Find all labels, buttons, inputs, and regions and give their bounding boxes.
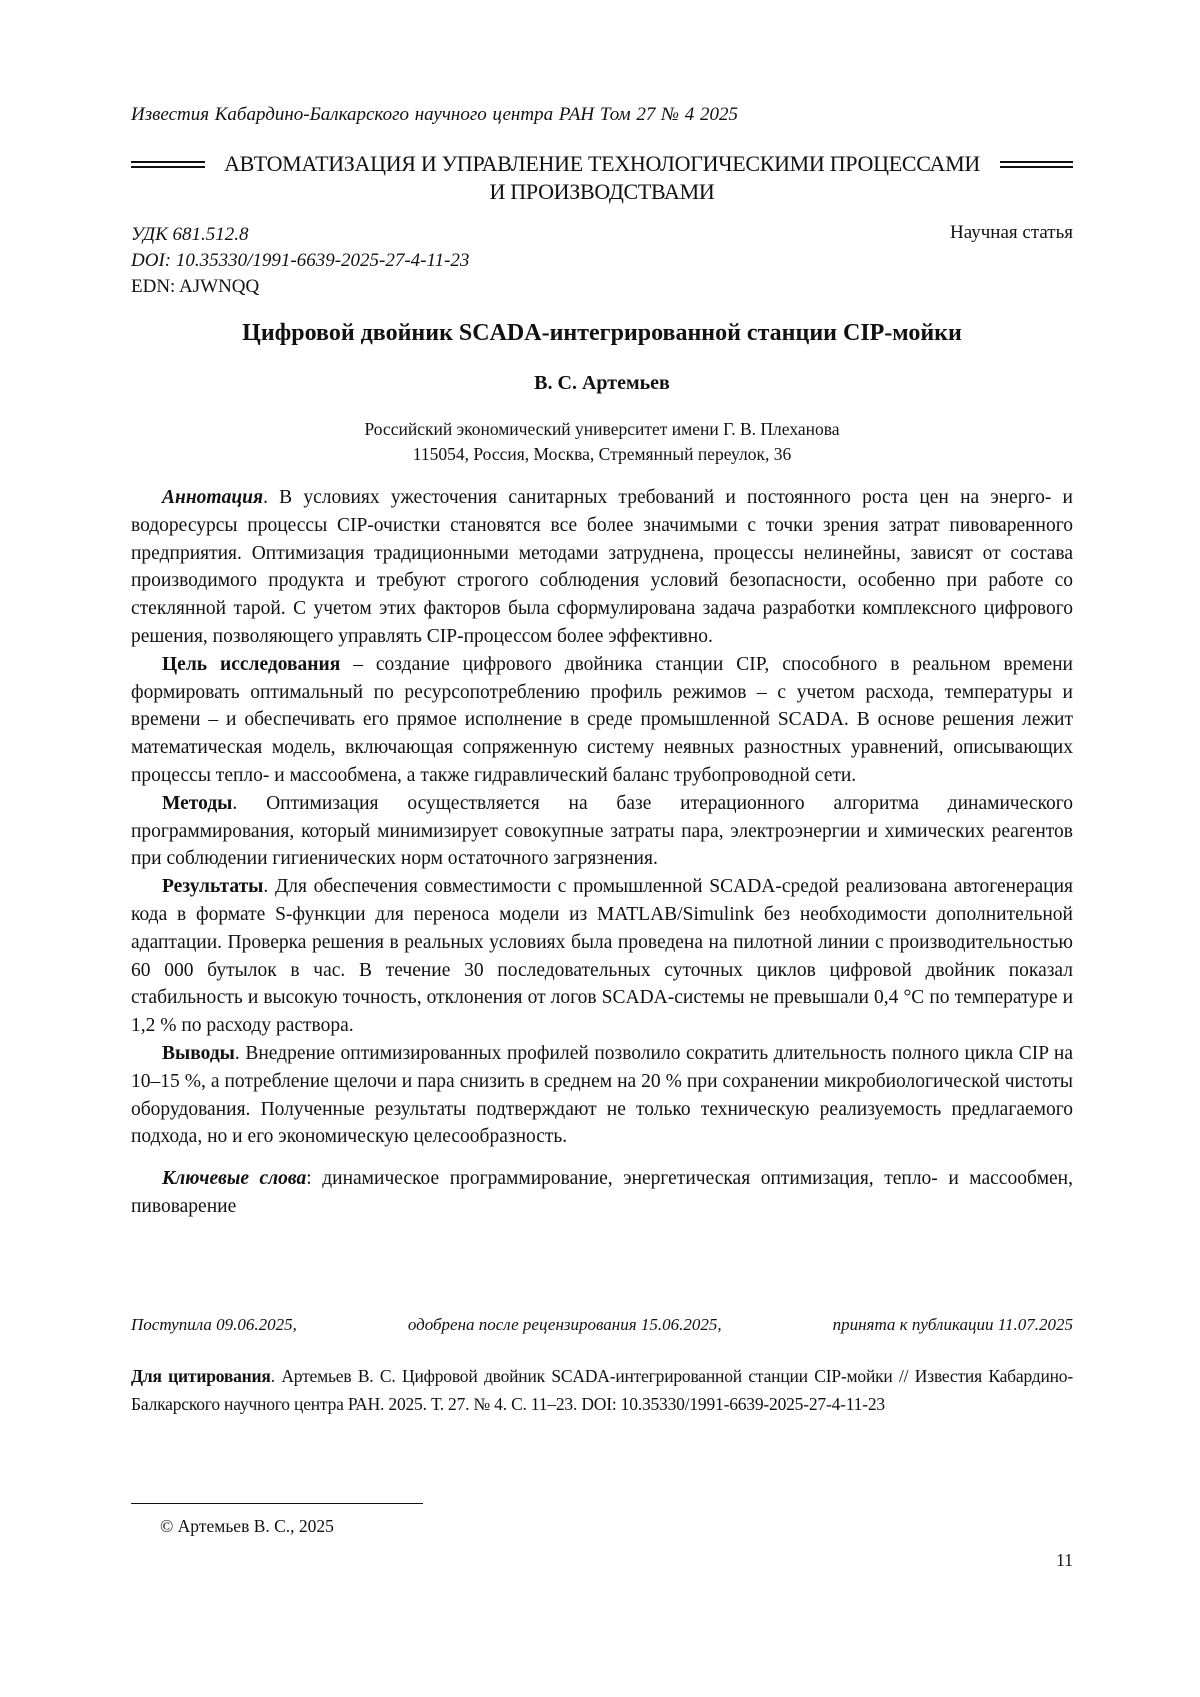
- citation-label: Для цитирования: [131, 1366, 271, 1386]
- article-author: В. С. Артемьев: [534, 372, 670, 394]
- section-heading-line1: АВТОМАТИЗАЦИЯ И УПРАВЛЕНИЕ ТЕХНОЛОГИЧЕСКИМИ ПРОЦЕССАМИ: [224, 151, 980, 176]
- edn: EDN: AJWNQQ: [131, 276, 260, 297]
- citation: [131, 1362, 1073, 1418]
- citation-text: . Артемьев В. С. Цифровой двойник SCADA-интегрированной станции CIP-мойки // Известия Кабардино-Балкарского научного центра РАН. 2025. Т. 27. № 4. С. 11–23. DOI: 10.35330/1991-6639-2025-27-4-11-23: [131, 1366, 1073, 1414]
- results-label: Результаты: [162, 876, 264, 898]
- goal-paragraph: [131, 651, 1073, 790]
- conclusions-paragraph: [131, 1040, 1073, 1151]
- keywords-paragraph: [131, 1165, 1073, 1221]
- results-paragraph: [131, 873, 1073, 1040]
- conclusions-label: Выводы: [162, 1042, 235, 1064]
- article-dates: [131, 1315, 1073, 1335]
- article-type: Научная статья: [950, 222, 1073, 243]
- annotation-text: . В условиях ужесточения санитарных требований и постоянного роста цен на энерго- и водоресурсы процессы CIP-очистки становятся все более значимыми с точки зрения затрат пивоваренного предприятия. Оптимизация традиционными методами затруднена, процессы нелинейны, зависят от состава производимого продукта и требуют строгого соблюдения условий безопасности, особенно при работе со стеклянной тарой. С учетом этих факторов была сформулирована задача разработки комплексного цифрового решения, позволяющего управлять CIP-процессом более эффективно.: [131, 487, 1073, 647]
- reviewed-date: одобрена после рецензирования 15.06.2025,: [407, 1315, 722, 1334]
- conclusions-text: . Внедрение оптимизированных профилей позволило сократить длительность полного цикла CIP на 10–15 %, а потребление щелочи и пара снизить в среднем на 20 % при сохранении микробиологической чистоты оборудования. Полученные результаты подтверждают не только техническую реализуемость предлагаемого подхода, но и его экономическую целесообразность.: [131, 1042, 1073, 1148]
- results-text: . Для обеспечения совместимости с промышленной SCADA-средой реализована автогенерация кода в формате S-функции для переноса модели из MATLAB/Simulink без необходимости дополнительной адаптации. Проверка решения в реальных условиях была проведена на пилотной линии с производительностью 60 000 бутылок в час. В течение 30 последовательных суточных циклов цифровой двойник показал стабильность и высокую точность, отклонения от логов SCADA-системы не превышали 0,4 °C по температуре и 1,2 % по расходу раствора.: [131, 876, 1073, 1037]
- abstract: [131, 484, 1073, 1221]
- goal-label: Цель исследования: [162, 653, 341, 675]
- journal-header: Известия Кабардино-Балкарского научного центра РАН Том 27 № 4 2025: [131, 104, 739, 125]
- section-heading: [131, 150, 1073, 206]
- annotation-label: Аннотация: [162, 487, 264, 508]
- article-title: Цифровой двойник SCADA-интегрированной станции CIP-мойки: [242, 320, 962, 346]
- udk: УДК 681.512.8: [131, 224, 249, 245]
- copyright: © Артемьев В. С., 2025: [160, 1516, 334, 1536]
- methods-label: Методы: [162, 792, 233, 814]
- affiliation: [131, 417, 1073, 467]
- affiliation-line2: 115054, Россия, Москва, Стремянный переулок, 36: [412, 444, 792, 464]
- goal-text: – создание цифрового двойника станции CIP, способного в реальном времени формировать оптимальный по ресурсопотреблению профиль режимов – с учетом расхода, температуры и времени – и обеспечивать его прямое исполнение в среде промышленной SCADA. В основе решения лежит математическая модель, включающая сопряженную систему неявных разностных уравнений, описывающих процессы тепло- и массообмена, а также гидравлический баланс трубопроводной сети.: [131, 653, 1073, 786]
- methods-paragraph: [131, 790, 1073, 873]
- affiliation-line1: Российский экономический университет имени Г. В. Плеханова: [364, 419, 840, 439]
- accepted-date: принята к публикации 11.07.2025: [832, 1315, 1073, 1334]
- keywords-text: : динамическое программирование, энергетическая оптимизация, тепло- и массообмен, пивоварение: [131, 1168, 1073, 1217]
- section-heading-line2: И ПРОИЗВОДСТВАМИ: [489, 179, 715, 204]
- footnote-rule: [131, 1503, 423, 1504]
- page-number: 11: [1056, 1550, 1073, 1570]
- annotation-paragraph: [131, 484, 1073, 651]
- methods-text: . Оптимизация осуществляется на базе итерационного алгоритма динамического программирования, который минимизирует совокупные затраты пара, электроэнергии и химических реагентов при соблюдении гигиенических норм остаточного загрязнения.: [131, 792, 1073, 870]
- received-date: Поступила 09.06.2025,: [131, 1315, 297, 1334]
- article-meta: [131, 222, 469, 300]
- doi: DOI: 10.35330/1991-6639-2025-27-4-11-23: [131, 250, 470, 271]
- keywords-label: Ключевые слова: [162, 1168, 307, 1190]
